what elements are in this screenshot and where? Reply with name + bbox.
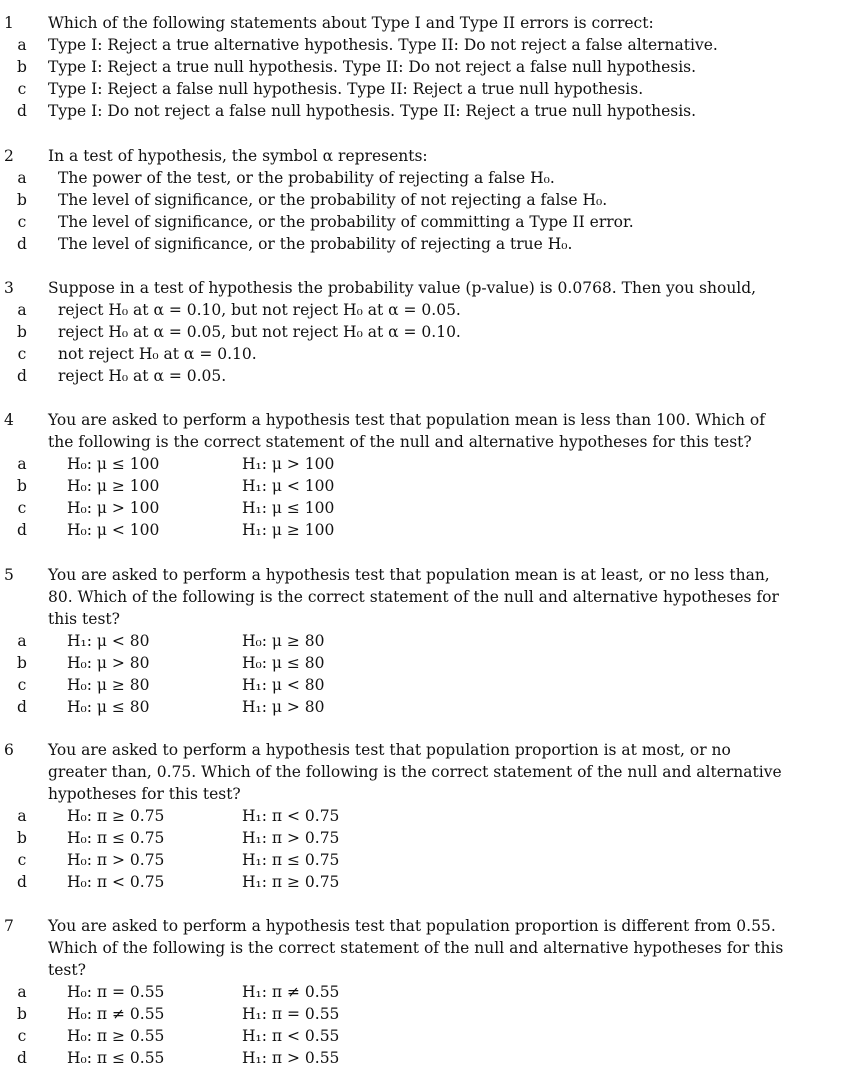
- hypothesis-right: H₁: μ > 80: [242, 698, 325, 716]
- question-number: 4: [4, 411, 14, 429]
- alternative-hypothesis: H₁: π < 0.55: [242, 1027, 340, 1045]
- option-text: Type I: Do not reject a false null hypothesis. Type II: Reject a true null hypothesis.: [48, 102, 697, 120]
- option-letter: d: [17, 873, 27, 891]
- option-letter: c: [17, 345, 27, 363]
- option-letter: c: [17, 80, 27, 98]
- question-number: 3: [4, 279, 14, 297]
- hypothesis-left: H₁: μ < 80: [67, 632, 150, 650]
- question-2: [0, 145, 852, 255]
- option-letter: d: [17, 698, 27, 716]
- question-stem: [0, 145, 852, 167]
- stem-line: 80. Which of the following is the correct statement of the null and alternative hypotheses for: [48, 588, 779, 606]
- question-4: [0, 409, 852, 541]
- question-stem: [0, 431, 852, 453]
- option-text: reject H₀ at α = 0.10, but not reject H₀ at α = 0.05.: [58, 301, 461, 319]
- option-letter: c: [17, 676, 27, 694]
- option-c[interactable]: [0, 674, 852, 696]
- alternative-hypothesis: H₁: π ≤ 0.75: [242, 851, 340, 869]
- stem-line: You are asked to perform a hypothesis test that population mean is at least, or no less than,: [48, 566, 770, 584]
- option-letter: a: [17, 36, 27, 54]
- stem-line: In a test of hypothesis, the symbol α represents:: [48, 147, 428, 165]
- null-hypothesis: H₀: π ≤ 0.75: [67, 829, 165, 847]
- option-text: Type I: Reject a true alternative hypothesis. Type II: Do not reject a false alternative.: [48, 36, 718, 54]
- stem-line: hypotheses for this test?: [48, 785, 241, 803]
- question-number: 1: [4, 14, 14, 32]
- option-c[interactable]: [0, 78, 852, 100]
- option-text: not reject H₀ at α = 0.10.: [58, 345, 257, 363]
- null-hypothesis: H₀: π < 0.75: [67, 873, 165, 891]
- question-1: [0, 12, 852, 122]
- alternative-hypothesis: H₁: μ ≥ 100: [242, 521, 335, 539]
- option-letter: d: [17, 102, 27, 120]
- question-number: 2: [4, 147, 14, 165]
- alternative-hypothesis: H₁: π = 0.55: [242, 1005, 340, 1023]
- option-b[interactable]: [0, 189, 852, 211]
- option-text: The level of significance, or the probability of rejecting a true H₀.: [58, 235, 573, 253]
- option-a[interactable]: [0, 453, 852, 475]
- alternative-hypothesis: H₁: π > 0.75: [242, 829, 340, 847]
- question-stem: [0, 783, 852, 805]
- option-a[interactable]: [0, 34, 852, 56]
- option-c[interactable]: [0, 849, 852, 871]
- question-6: [0, 739, 852, 893]
- option-d[interactable]: [0, 519, 852, 541]
- option-b[interactable]: [0, 475, 852, 497]
- question-stem: [0, 608, 852, 630]
- question-7: [0, 915, 852, 1069]
- option-b[interactable]: [0, 652, 852, 674]
- option-text: Type I: Reject a false null hypothesis. Type II: Reject a true null hypothesis.: [48, 80, 644, 98]
- alternative-hypothesis: H₁: π < 0.75: [242, 807, 340, 825]
- option-letter: b: [17, 191, 27, 209]
- question-stem: [0, 277, 852, 299]
- alternative-hypothesis: H₁: π ≠ 0.55: [242, 983, 340, 1001]
- option-a[interactable]: [0, 805, 852, 827]
- question-stem: [0, 586, 852, 608]
- question-3: [0, 277, 852, 387]
- option-letter: c: [17, 851, 27, 869]
- option-letter: b: [17, 829, 27, 847]
- question-stem: [0, 409, 852, 431]
- option-letter: b: [17, 58, 27, 76]
- option-letter: b: [17, 323, 27, 341]
- hypothesis-left: H₀: μ > 80: [67, 654, 150, 672]
- option-c[interactable]: [0, 497, 852, 519]
- null-hypothesis: H₀: π ≥ 0.55: [67, 1027, 165, 1045]
- stem-line: the following is the correct statement of the null and alternative hypotheses for this test?: [48, 433, 752, 451]
- option-a[interactable]: [0, 981, 852, 1003]
- null-hypothesis: H₀: μ ≥ 100: [67, 477, 160, 495]
- stem-line: greater than, 0.75. Which of the following is the correct statement of the null and alternative: [48, 763, 782, 781]
- question-stem: [0, 12, 852, 34]
- question-number: 5: [4, 566, 14, 584]
- null-hypothesis: H₀: μ < 100: [67, 521, 160, 539]
- question-stem: [0, 915, 852, 937]
- option-letter: b: [17, 477, 27, 495]
- option-letter: a: [17, 632, 27, 650]
- option-d[interactable]: [0, 233, 852, 255]
- option-letter: d: [17, 521, 27, 539]
- null-hypothesis: H₀: π = 0.55: [67, 983, 165, 1001]
- stem-line: Suppose in a test of hypothesis the probability value (p-value) is 0.0768. Then you should,: [48, 279, 757, 297]
- option-d[interactable]: [0, 696, 852, 718]
- option-c[interactable]: [0, 1025, 852, 1047]
- question-number: 7: [4, 917, 14, 935]
- option-a[interactable]: [0, 299, 852, 321]
- option-letter: b: [17, 654, 27, 672]
- option-letter: d: [17, 235, 27, 253]
- null-hypothesis: H₀: μ ≤ 100: [67, 455, 160, 473]
- option-letter: c: [17, 213, 27, 231]
- option-d[interactable]: [0, 365, 852, 387]
- option-d[interactable]: [0, 1047, 852, 1069]
- stem-line: Which of the following is the correct statement of the null and alternative hypotheses for this: [48, 939, 784, 957]
- hypothesis-right: H₀: μ ≥ 80: [242, 632, 325, 650]
- stem-line: You are asked to perform a hypothesis test that population proportion is at most, or no: [48, 741, 731, 759]
- null-hypothesis: H₀: π > 0.75: [67, 851, 165, 869]
- question-stem: [0, 937, 852, 959]
- option-b[interactable]: [0, 827, 852, 849]
- option-b[interactable]: [0, 1003, 852, 1025]
- alternative-hypothesis: H₁: π > 0.55: [242, 1049, 340, 1067]
- option-a[interactable]: [0, 630, 852, 652]
- option-letter: a: [17, 301, 27, 319]
- option-c[interactable]: [0, 343, 852, 365]
- alternative-hypothesis: H₁: π ≥ 0.75: [242, 873, 340, 891]
- null-hypothesis: H₀: π ≠ 0.55: [67, 1005, 165, 1023]
- option-c[interactable]: [0, 211, 852, 233]
- option-text: The power of the test, or the probability of rejecting a false H₀.: [58, 169, 555, 187]
- hypothesis-right: H₀: μ ≤ 80: [242, 654, 325, 672]
- alternative-hypothesis: H₁: μ > 100: [242, 455, 335, 473]
- option-text: Type I: Reject a true null hypothesis. Type II: Do not reject a false null hypothesis.: [48, 58, 697, 76]
- question-number: 6: [4, 741, 14, 759]
- null-hypothesis: H₀: π ≤ 0.55: [67, 1049, 165, 1067]
- hypothesis-right: H₁: μ < 80: [242, 676, 325, 694]
- null-hypothesis: H₀: μ > 100: [67, 499, 160, 517]
- option-letter: a: [17, 455, 27, 473]
- question-stem: [0, 564, 852, 586]
- option-d[interactable]: [0, 871, 852, 893]
- stem-line: this test?: [48, 610, 120, 628]
- option-letter: d: [17, 367, 27, 385]
- option-text: The level of significance, or the probability of not rejecting a false H₀.: [58, 191, 608, 209]
- question-stem: [0, 959, 852, 981]
- option-text: reject H₀ at α = 0.05, but not reject H₀ at α = 0.10.: [58, 323, 461, 341]
- stem-line: Which of the following statements about Type I and Type II errors is correct:: [48, 14, 654, 32]
- option-letter: c: [17, 499, 27, 517]
- option-letter: b: [17, 1005, 27, 1023]
- alternative-hypothesis: H₁: μ < 100: [242, 477, 335, 495]
- question-stem: [0, 739, 852, 761]
- null-hypothesis: H₀: π ≥ 0.75: [67, 807, 165, 825]
- hypothesis-left: H₀: μ ≥ 80: [67, 676, 150, 694]
- stem-line: test?: [48, 961, 86, 979]
- hypothesis-left: H₀: μ ≤ 80: [67, 698, 150, 716]
- option-letter: a: [17, 807, 27, 825]
- option-a[interactable]: [0, 167, 852, 189]
- option-letter: a: [17, 983, 27, 1001]
- option-d[interactable]: [0, 100, 852, 122]
- option-letter: d: [17, 1049, 27, 1067]
- option-letter: a: [17, 169, 27, 187]
- question-stem: [0, 761, 852, 783]
- stem-line: You are asked to perform a hypothesis test that population mean is less than 100. Which of: [48, 411, 765, 429]
- option-text: reject H₀ at α = 0.05.: [58, 367, 227, 385]
- option-letter: c: [17, 1027, 27, 1045]
- alternative-hypothesis: H₁: μ ≤ 100: [242, 499, 335, 517]
- option-b[interactable]: [0, 321, 852, 343]
- option-b[interactable]: [0, 56, 852, 78]
- stem-line: You are asked to perform a hypothesis test that population proportion is different from 0.55.: [48, 917, 776, 935]
- question-5: [0, 564, 852, 718]
- option-text: The level of significance, or the probability of committing a Type II error.: [58, 213, 634, 231]
